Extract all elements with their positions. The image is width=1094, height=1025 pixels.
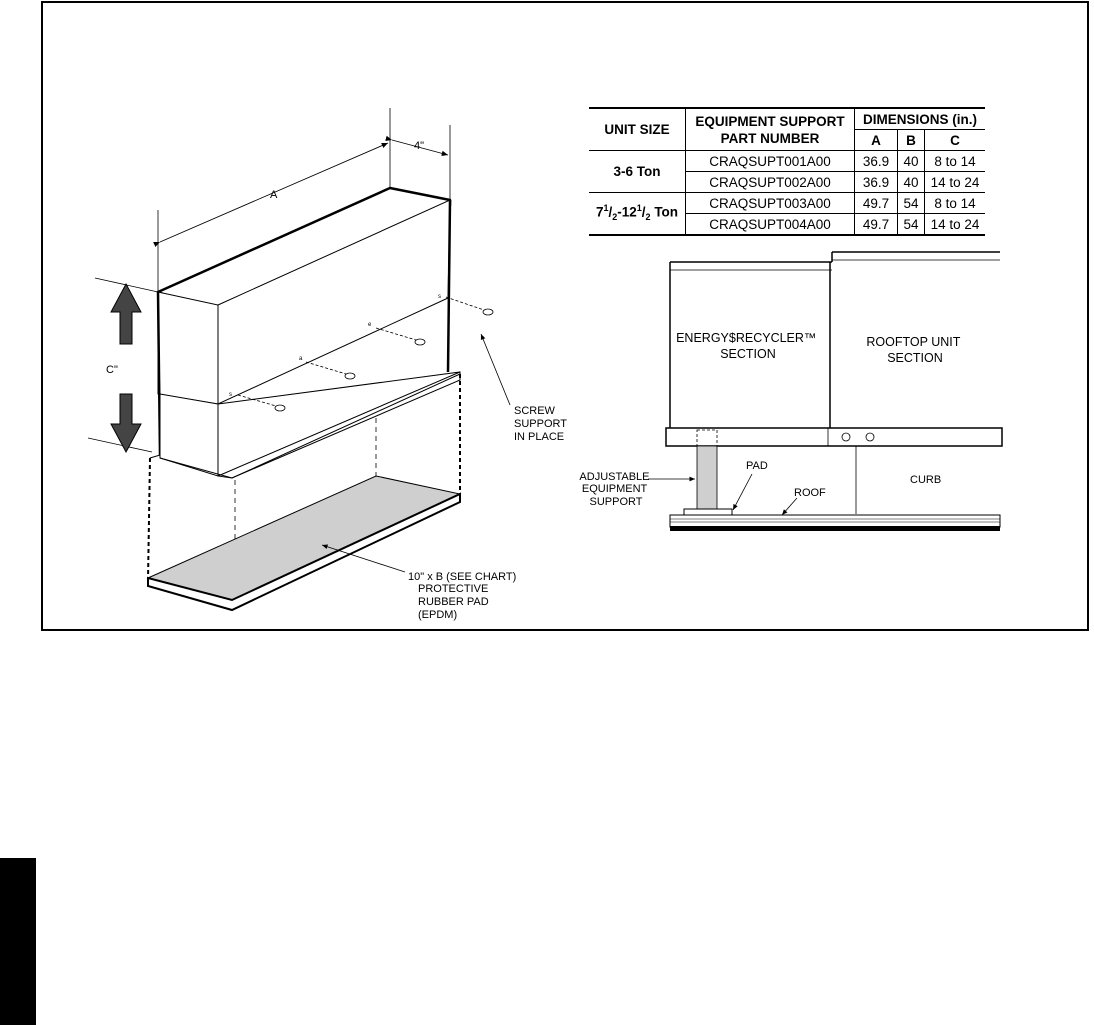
header-b: B	[898, 130, 925, 151]
table-header-row	[589, 108, 985, 130]
dim-a-cell: 36.9	[855, 172, 898, 193]
dimension-a-label: A	[270, 189, 278, 201]
dim-a-cell: 49.7	[855, 193, 898, 214]
adjustable-support-column	[697, 446, 717, 510]
svg-text:a: a	[299, 356, 303, 362]
rooftop-unit-label: ROOFTOP UNIT SECTION	[866, 335, 961, 365]
dimensions-table	[589, 107, 985, 236]
energy-recycler-label: ENERGY$RECYCLER™ SECTION	[676, 331, 817, 361]
arrow-down-icon	[111, 394, 141, 452]
unit-size-part: Ton	[650, 204, 679, 220]
arrow-up-icon	[111, 284, 141, 344]
curb-label: CURB	[910, 474, 942, 486]
unit-size-part: /	[641, 204, 646, 220]
header-dimensions: DIMENSIONS (in.)	[855, 108, 986, 130]
header-c: C	[925, 130, 986, 151]
header-part-number	[686, 108, 855, 151]
header-part-number-line1: EQUIPMENT SUPPORT	[695, 113, 845, 129]
part-number-cell: CRAQSUPT003A00	[686, 193, 855, 214]
unit-size-part: /	[608, 204, 613, 220]
base-rail	[666, 428, 1002, 446]
part-number-cell: CRAQSUPT002A00	[686, 172, 855, 193]
table-row	[589, 151, 985, 172]
unit-size-part: 2	[645, 212, 651, 223]
header-a: A	[855, 130, 898, 151]
dimension-c-label: C"	[106, 364, 118, 376]
unit-size-part: 2	[612, 212, 618, 223]
dim-b-cell: 54	[898, 214, 925, 236]
adjustable-support-label: ADJUSTABLE EQUIPMENT SUPPORT	[579, 471, 650, 508]
dim-c-cell: 14 to 24	[925, 172, 986, 193]
screw-support-label: SCREW SUPPORT IN PLACE	[514, 405, 567, 443]
svg-text:s: s	[229, 392, 232, 398]
part-number-cell: CRAQSUPT004A00	[686, 214, 855, 236]
dim-c-cell: 8 to 14	[925, 193, 986, 214]
unit-size-part: 7	[595, 204, 604, 220]
roof-label: ROOF	[794, 487, 826, 499]
svg-text:s: s	[438, 294, 441, 300]
dimension-depth-label: 4"	[414, 140, 425, 152]
dim-b-cell: 40	[898, 151, 925, 172]
unit-size-cell	[589, 193, 686, 236]
pad-label: PAD	[746, 460, 768, 472]
dim-c-cell: 14 to 24	[925, 214, 986, 236]
support-pad	[684, 509, 732, 515]
svg-text:e: e	[368, 322, 372, 328]
unit-size-part: -12	[617, 204, 637, 220]
unit-section-drawing	[579, 252, 1002, 531]
table-row	[589, 193, 985, 214]
unit-size-part: 1	[636, 203, 642, 214]
equipment-support-drawing	[88, 108, 570, 621]
unit-size-part: 1	[603, 203, 609, 214]
dim-a-cell: 49.7	[855, 214, 898, 236]
header-unit-size: UNIT SIZE	[589, 108, 686, 151]
header-part-number-line2: PART NUMBER	[720, 130, 820, 146]
dim-b-cell: 40	[898, 172, 925, 193]
dim-a-cell: 36.9	[855, 151, 898, 172]
dim-b-cell: 54	[898, 193, 925, 214]
dim-c-cell: 8 to 14	[925, 151, 986, 172]
roof	[670, 515, 1000, 527]
unit-size-cell: 3-6 Ton	[589, 151, 686, 193]
page-side-tab	[0, 858, 36, 1025]
part-number-cell: CRAQSUPT001A00	[686, 151, 855, 172]
rubber-pad-label: 10" x B (SEE CHART) PROTECTIVE RUBBER PAD (EPDM)	[408, 571, 517, 621]
